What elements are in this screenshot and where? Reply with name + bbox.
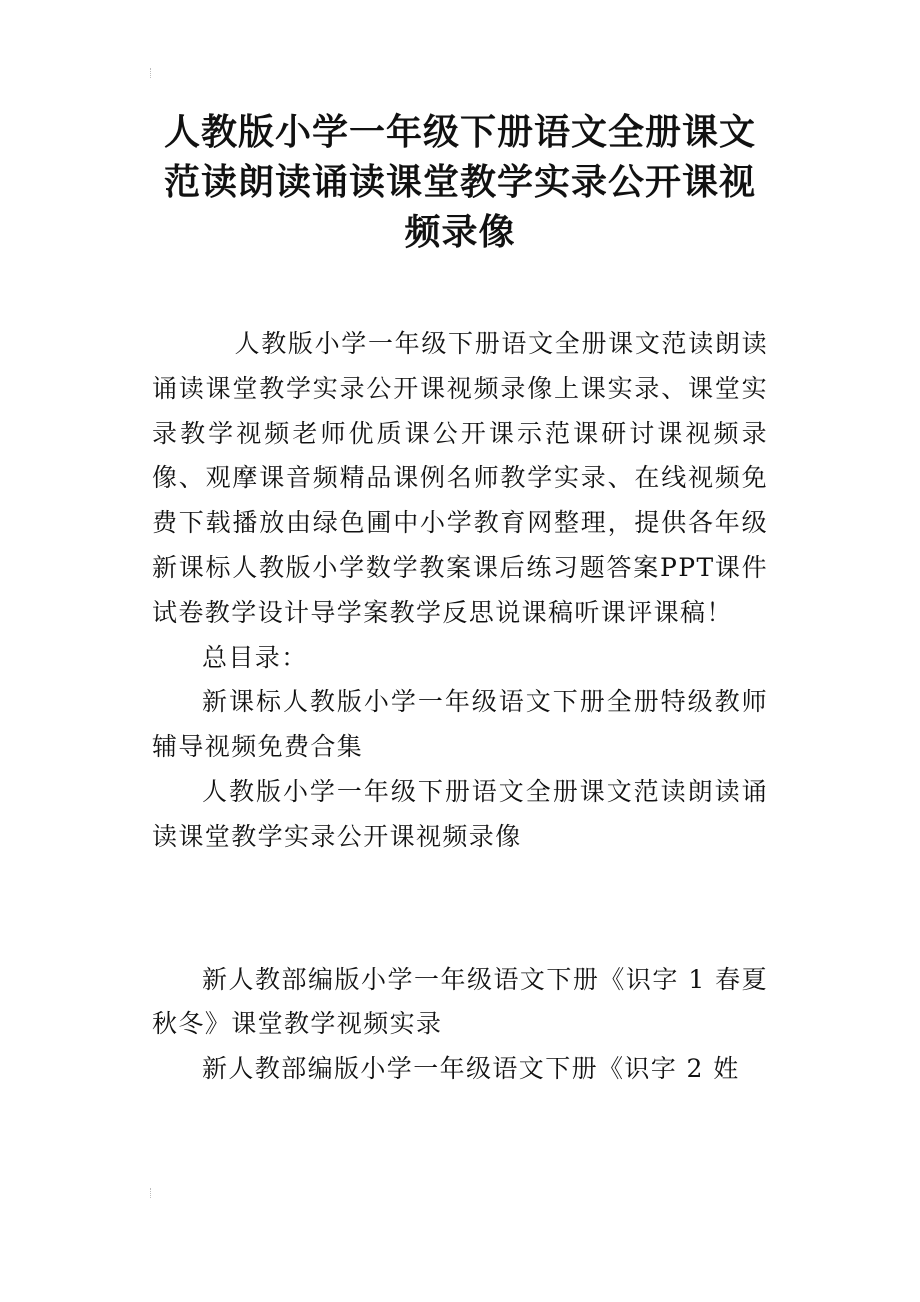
intro-paragraph: 人教版小学一年级下册语文全册课文范读朗读诵读课堂教学实录公开课视频录像上课实录、课堂实录教学视频老师优质课公开课示范课研讨课视频录像、观摩课音频精品课例名师教学实录、在线视频免费下载播放由绿色圃中小学教育网整理，提供各年级新课标人教版小学数学教案课后练习题答案PPT课件试卷教学设计导学案教学反思说课稿听课评课稿！ [152,329,768,627]
page-corner-mark-top [150,68,157,78]
toc-item: 新课标人教版小学一年级语文下册全册特级教师辅导视频免费合集 [152,687,768,762]
toc-item: 人教版小学一年级下册语文全册课文范读朗读诵读课堂教学实录公开课视频录像 [152,776,768,851]
toc-item: 新人教部编版小学一年级语文下册《识字 2 姓 [202,1054,740,1084]
document-title: 人教版小学一年级下册语文全册课文范读朗读诵读课堂教学实录公开课视频录像 [163,112,756,253]
toc-item: 新人教部编版小学一年级语文下册《识字 1 春夏秋冬》课堂教学视频实录 [152,964,768,1039]
document-body [152,322,768,1092]
page-corner-mark-bottom [150,1188,157,1198]
paragraph-gap [152,860,768,958]
toc-heading: 总目录： [202,642,308,672]
